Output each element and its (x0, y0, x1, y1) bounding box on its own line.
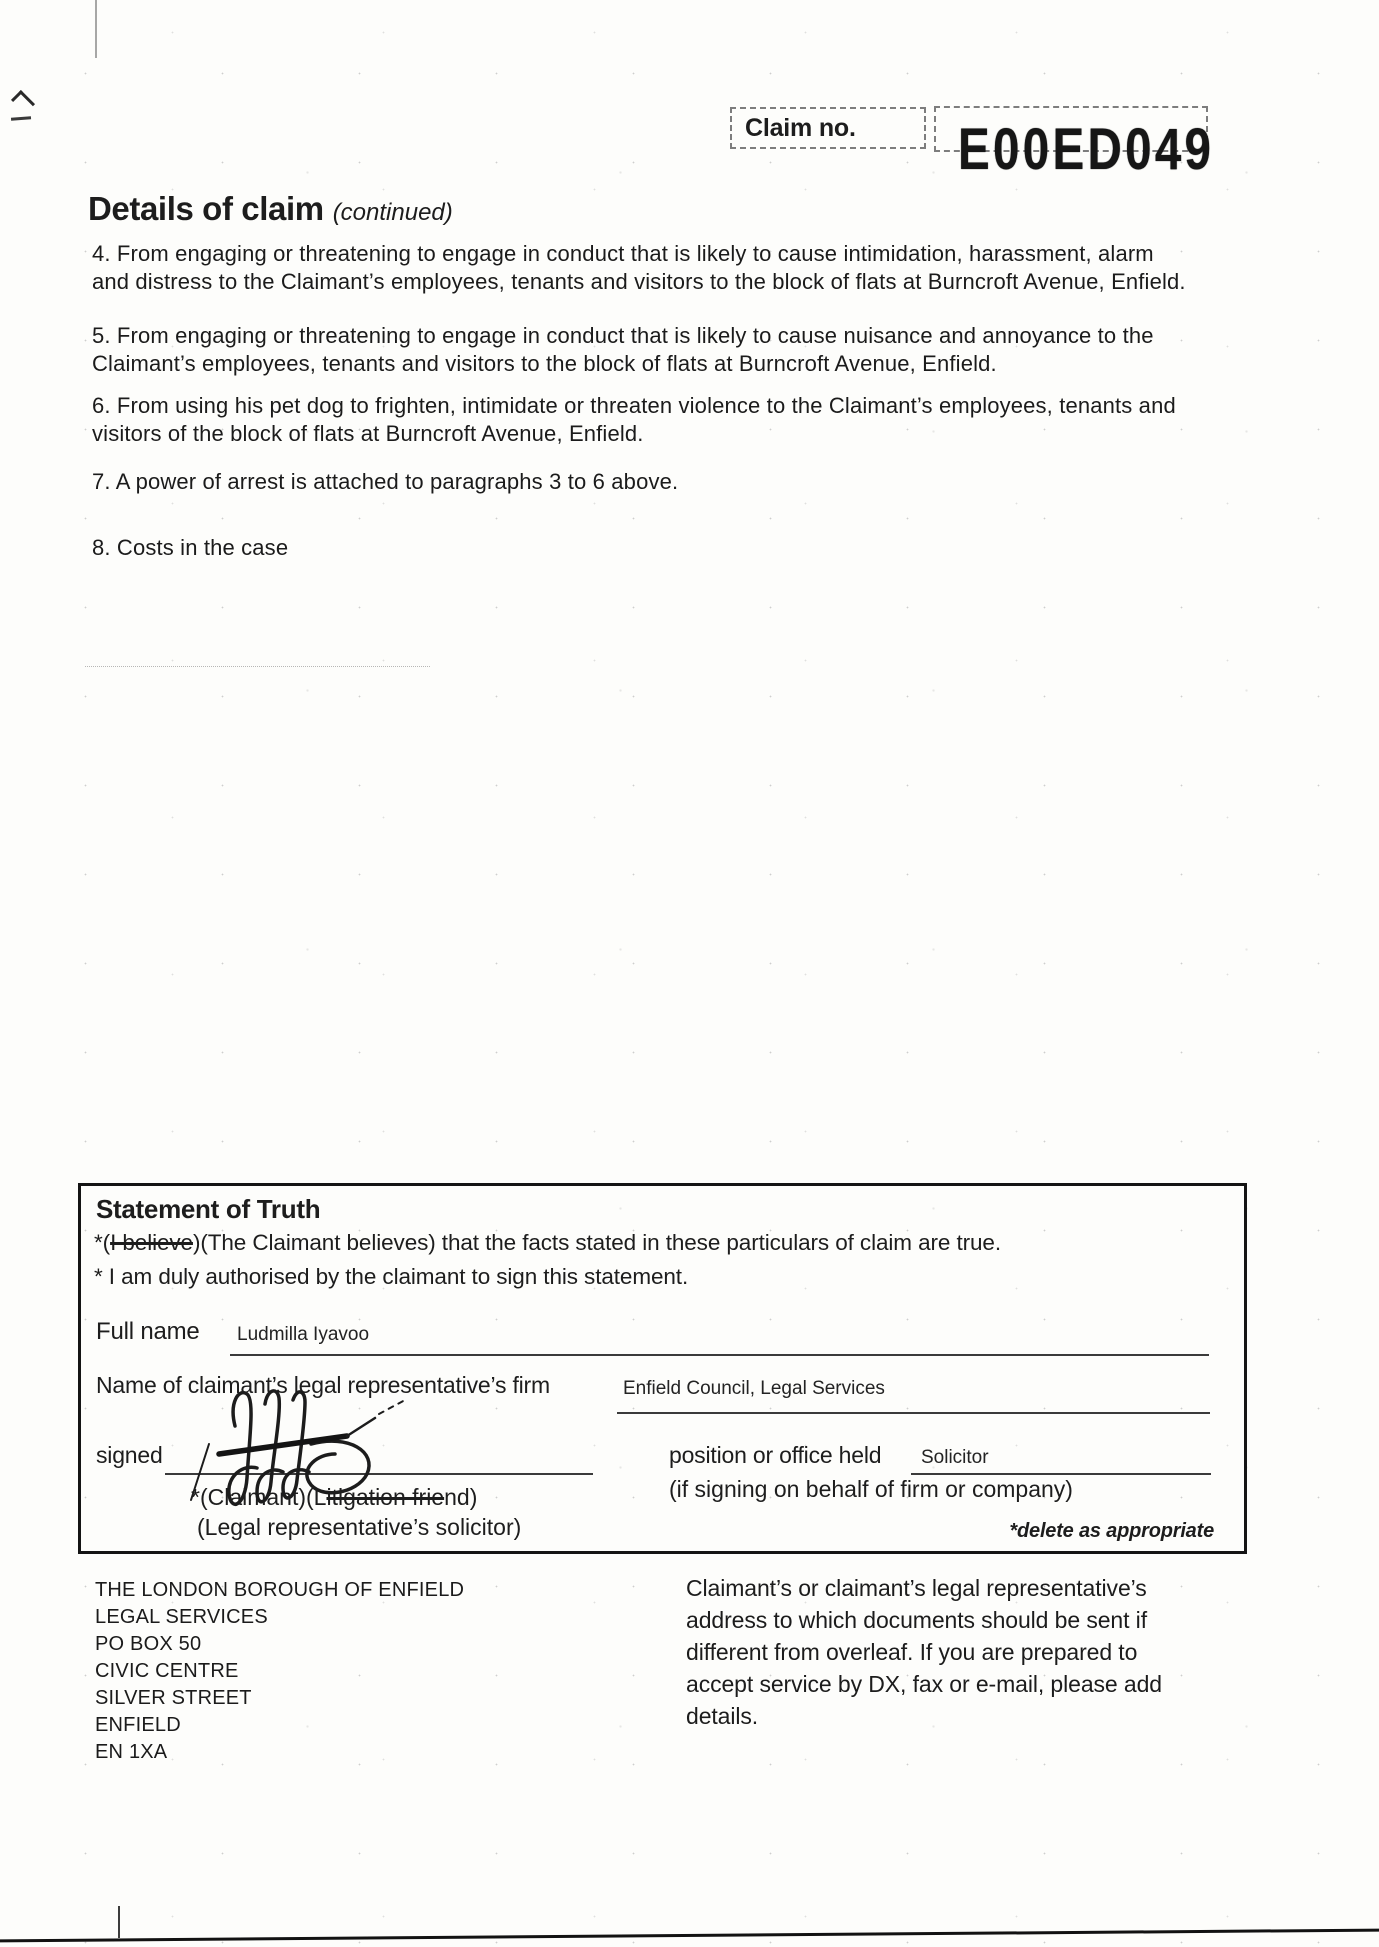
page-bottom-edge-line (0, 1929, 1379, 1943)
claim-paragraph-5: 5. From engaging or threatening to engage in conduct that is likely to cause nuisance and annoyance to the Claimant’s employees, tenants and visitors to the block of flats at Burncroft Avenue, Enfield. (92, 323, 1154, 376)
address-line: THE LONDON BOROUGH OF ENFIELD (95, 1579, 465, 1601)
delete-as-appropriate-note: *delete as appropriate (1009, 1520, 1214, 1542)
legal-representative-note: (Legal representative’s solicitor) (197, 1514, 522, 1540)
firm-name-label: Name of claimant’s legal representative’s firm (96, 1372, 550, 1398)
address-line: CIVIC CENTRE (95, 1660, 239, 1682)
service-address-instructions: Claimant’s or claimant’s legal representative’s address to which documents should be sent if different from overleaf. If you are prepared to accept service by DX, fax or e-mail, please add details. (686, 1575, 1162, 1729)
signed-label: signed (96, 1442, 163, 1468)
claimant-note-struck-text: itigation frie (326, 1484, 445, 1510)
statement-line-2: * I am duly authorised by the claimant to sign this statement. (94, 1264, 689, 1289)
claim-paragraph-8: 8. Costs in the case (92, 535, 289, 560)
claim-paragraph-4: 4. From engaging or threatening to engage in conduct that is likely to cause intimidation, harassment, alarm and distress to the Claimant’s employees, tenants and visitors to the block of flats at Burncroft Avenue, Enfield. (92, 241, 1186, 294)
scan-bottom-tick (118, 1906, 120, 1938)
scan-caret-mark (11, 90, 35, 114)
page-title-text: Details of claim (88, 190, 324, 227)
page-title (88, 190, 453, 228)
claim-paragraph-7: 7. A power of arrest is attached to paragraphs 3 to 6 above. (92, 469, 679, 494)
position-held-underline (911, 1473, 1211, 1475)
page-title-continued: (continued) (332, 199, 453, 226)
scan-dotted-line (85, 666, 430, 667)
sender-address-block (95, 1577, 464, 1766)
scan-caret-dash (11, 116, 31, 120)
claimant-note-suffix: nd) (444, 1484, 478, 1510)
scan-vertical-line (95, 0, 97, 58)
address-line: LEGAL SERVICES (95, 1606, 268, 1628)
position-held-value: Solicitor (921, 1447, 989, 1468)
statement-line1-struck-text: I believe (110, 1230, 193, 1255)
claim-paragraph-6: 6. From using his pet dog to frighten, intimidate or threaten violence to the Claimant’s employees, tenants and visitors of the block of flats at Burncroft Avenue, Enfield. (92, 393, 1176, 446)
position-held-label: position or office held (669, 1442, 882, 1468)
claim-no-label-box (730, 107, 926, 149)
statement-line1-prefix: *( (94, 1230, 111, 1255)
address-line: SILVER STREET (95, 1687, 252, 1709)
full-name-value: Ludmilla Iyavoo (237, 1324, 370, 1345)
claim-no-stamp: E00ED049 (958, 117, 1215, 182)
signing-on-behalf-note: (if signing on behalf of firm or company) (669, 1476, 1073, 1502)
statement-of-truth-box (78, 1183, 1247, 1554)
claim-no-label: Claim no. (745, 113, 856, 142)
address-line: PO BOX 50 (95, 1633, 202, 1655)
full-name-label: Full name (96, 1318, 200, 1345)
firm-name-value: Enfield Council, Legal Services (623, 1378, 885, 1399)
statement-of-truth-title: Statement of Truth (96, 1194, 321, 1224)
firm-name-underline (617, 1412, 1210, 1414)
claimant-litigation-note (191, 1484, 477, 1511)
statement-line-1 (94, 1230, 1001, 1256)
claimant-note-prefix: *(Claimant)(L (191, 1484, 327, 1510)
statement-line1-rest: )(The Claimant believes) that the facts stated in these particulars of claim are true. (192, 1230, 1001, 1255)
full-name-underline (230, 1354, 1209, 1356)
address-line: EN 1XA (95, 1741, 168, 1763)
address-line: ENFIELD (95, 1714, 181, 1736)
